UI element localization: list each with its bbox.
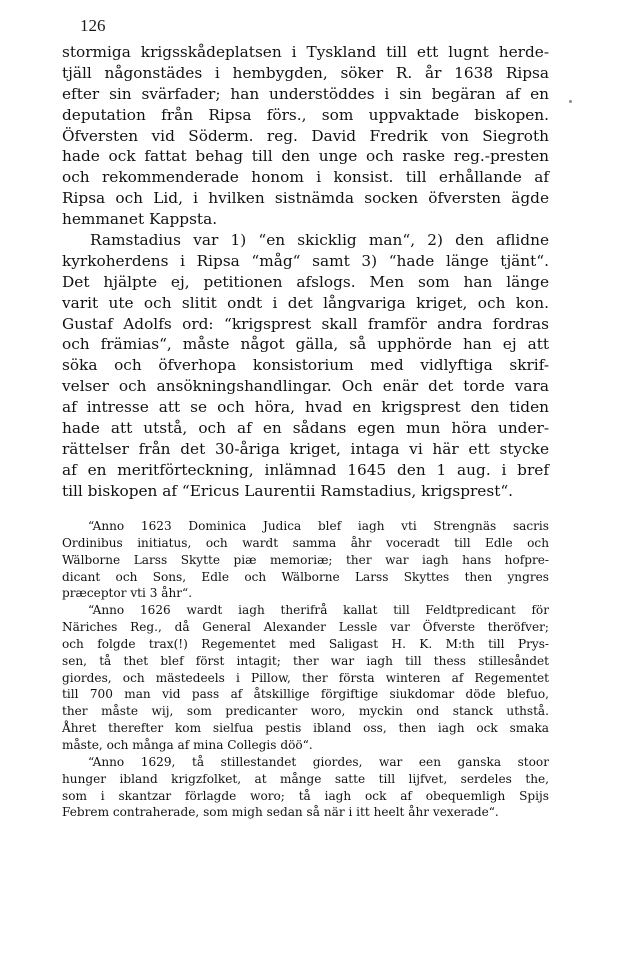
quote-line: och folgde trax(!) Regementet med Saligast H. K. M:th till Prys- [62,636,549,651]
quote-line: ther måste wij, som predicanter woro, myckin ond stanck uthstå. [62,704,549,719]
text-line: Öfversten vid Söderm. reg. David Fredrik von Siegroth [62,126,549,145]
text-line: Gustaf Adolfs ord: “krigsprest skall framför andra fordras [62,314,549,333]
quote-line: Wälborne Larss Skytte piæ memoriæ; ther war iagh hans hofpre- [62,552,549,567]
main-text [62,42,549,502]
quote-line: Åhret therefter kom sielfua pestis ibland oss, then iagh ock smaka [62,721,549,736]
quote-line: hunger ibland krigzfolket, at månge satte till lijfvet, serdeles the, [62,771,549,786]
text-line: till biskopen af “Ericus Laurentii Ramstadius, krigsprest“. [62,481,514,500]
quote-line: “Anno 1623 Dominica Judica blef iagh vti Strengnäs sacris [88,519,549,533]
quote-line: Febrem contraherade, som migh sedan så när i itt heelt åhr vexerade“. [62,805,499,820]
quoted-record [62,518,549,821]
quote-line: som i skantzar förlagde woro; tå iagh ock af obequemligh Spijs [62,788,549,803]
text-line: kyrkoherdens i Ripsa “måg“ samt 3) “hade länge tjänt“. [62,251,549,270]
quote-line: sen, tå thet blef först intagit; ther war iagh till thess stillesåndet [62,653,549,668]
text-line: hemmanet Kappsta. [62,210,218,229]
quote-line: Näriches Reg., då General Alexander Lessle var Öfverste theröfver; [62,620,549,635]
text-line: söka och öfverhopa konsistorium med vidlyftiga skrif- [62,356,549,375]
text-line: och rekommenderade honom i konsist. till erhållande af [62,168,549,187]
text-line: tjäll någonstädes i hembygden, söker R. år 1638 Ripsa [62,63,549,82]
text-line: och främias“, måste något gälla, så upphörde han ej att [62,335,549,354]
text-line: hade ock fattat behag till den unge och raske reg.-presten [62,147,549,166]
text-line: af en meritförteckning, inlämnad 1645 den 1 aug. i bref [62,460,549,479]
quote-line: “Anno 1629, tå stillestandet giordes, war een ganska stoor [88,754,549,769]
quote-line: till 700 man vid pass af åtskillige förgiftige siukdomar döde blefuo, [62,687,549,702]
quote-line: måste, och många af mina Collegis döö“. [62,737,313,752]
text-line: hade att utstå, och af en sådans egen mun höra under- [62,419,549,438]
quote-line: giordes, och mästedeels i Pillow, ther första winteren af Regementet [62,670,549,685]
text-line: velser och ansökningshandlingar. Och enär det torde vara [62,377,549,396]
page-number: 126 [80,16,106,35]
quote-line: dicant och Sons, Edle och Wälborne Larss Skyttes then yngres [62,569,549,584]
text-line: deputation från Ripsa förs., som uppvaktade biskopen. [62,105,549,124]
text-line: stormiga krigsskådeplatsen i Tyskland till ett lugnt herde- [62,43,549,61]
quote-line: “Anno 1626 wardt iagh therifrå kallat till Feldtpredicant för [88,603,549,618]
quote-line: Ordinibus initiatus, och wardt samma åhr voceradt till Edle och [62,535,549,550]
print-speck [569,100,572,103]
text-line: efter sin svärfader; han understöddes i sin begäran af en [62,84,549,103]
text-line: Ripsa och Lid, i hvilken sistnämda socken öfversten ägde [62,189,549,208]
text-line: Ramstadius var 1) “en skicklig man“, 2) den aflidne [90,231,549,250]
quote-line: præceptor vti 3 åhr“. [62,586,193,601]
text-line: varit ute och slitit ondt i det långvariga kriget, och kon. [62,293,549,312]
text-line: Det hjälpte ej, petitionen afslogs. Men som han länge [62,272,549,291]
text-line: af intresse att se och höra, hvad en krigsprest den tiden [62,398,549,417]
text-line: rättelser från det 30-åriga kriget, intaga vi här ett stycke [62,439,549,458]
